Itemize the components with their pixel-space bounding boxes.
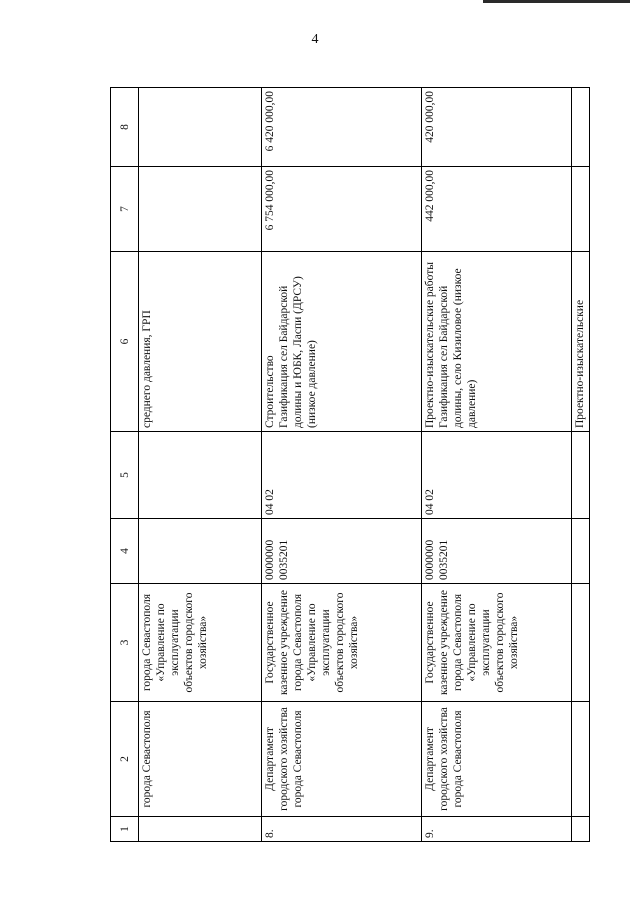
cell-empty [139,88,262,167]
budget-table [110,87,590,842]
amount-col7: 6 754 000,00 [262,167,422,252]
cell-empty [139,432,262,519]
cell-empty [572,432,590,519]
header-col-1: 1 [111,817,139,842]
object-text: Газификация сел Байдарской долины, село Кизиловое (низкое давление) [438,268,478,428]
department: Департамент городского хозяйства города Севастополя [262,702,422,817]
object-text: Газификация сел Байдарской долины и ЮБК, Ласпи (ДРСУ) (низкое давление) [278,276,318,428]
object-cell [422,252,572,432]
object-cell [262,252,422,432]
budget-table-rotated [110,88,586,842]
cont-department: города Севастополя [139,702,262,817]
cell-empty [572,88,590,167]
amount-col8: 420 000,00 [422,88,572,167]
table-row-8 [262,88,422,842]
cell-empty [572,519,590,584]
institution: Государственное казенное учреждение города Севастополя «Управление по эксплуатации объектов городского хозяйства» [262,584,422,702]
row-number: 9. [422,817,572,842]
cell-empty [139,519,262,584]
cell-empty [572,817,590,842]
institution: Государственное казенное учреждение города Севастополя «Управление по эксплуатации объектов городского хозяйства» [422,584,572,702]
stage-text: Проектно-изыскательские [572,252,590,432]
header-col-5: 5 [111,432,139,519]
cont-object: среднего давления, ГРП [139,252,262,432]
header-col-3: 3 [111,584,139,702]
top-rule [483,0,630,3]
amount-col8: 6 420 000,00 [262,88,422,167]
department: Департамент городского хозяйства города Севастополя [422,702,572,817]
page-number: 4 [311,32,319,47]
cell-empty [139,167,262,252]
budget-code: 0000000 0035201 [262,519,422,584]
stage-text: Строительство [264,355,276,428]
header-row [111,88,139,842]
section-code: 04 02 [422,432,572,519]
header-col-7: 7 [111,167,139,252]
header-col-6: 6 [111,252,139,432]
cell-empty [139,817,262,842]
stage-text: Проектно-изыскательские работы [424,262,436,428]
table-row-9 [422,88,572,842]
cell-empty [572,167,590,252]
amount-col7: 442 000,00 [422,167,572,252]
row-number: 8. [262,817,422,842]
header-col-2: 2 [111,702,139,817]
budget-code: 0000000 0035201 [422,519,572,584]
cell-empty [572,702,590,817]
table-row-partial [572,88,590,842]
section-code: 04 02 [262,432,422,519]
header-col-4: 4 [111,519,139,584]
cell-empty [572,584,590,702]
cont-institution: города Севастополя «Управление по эксплуатации объектов городского хозяйства» [139,584,262,702]
header-col-8: 8 [111,88,139,167]
continuation-row [139,88,262,842]
